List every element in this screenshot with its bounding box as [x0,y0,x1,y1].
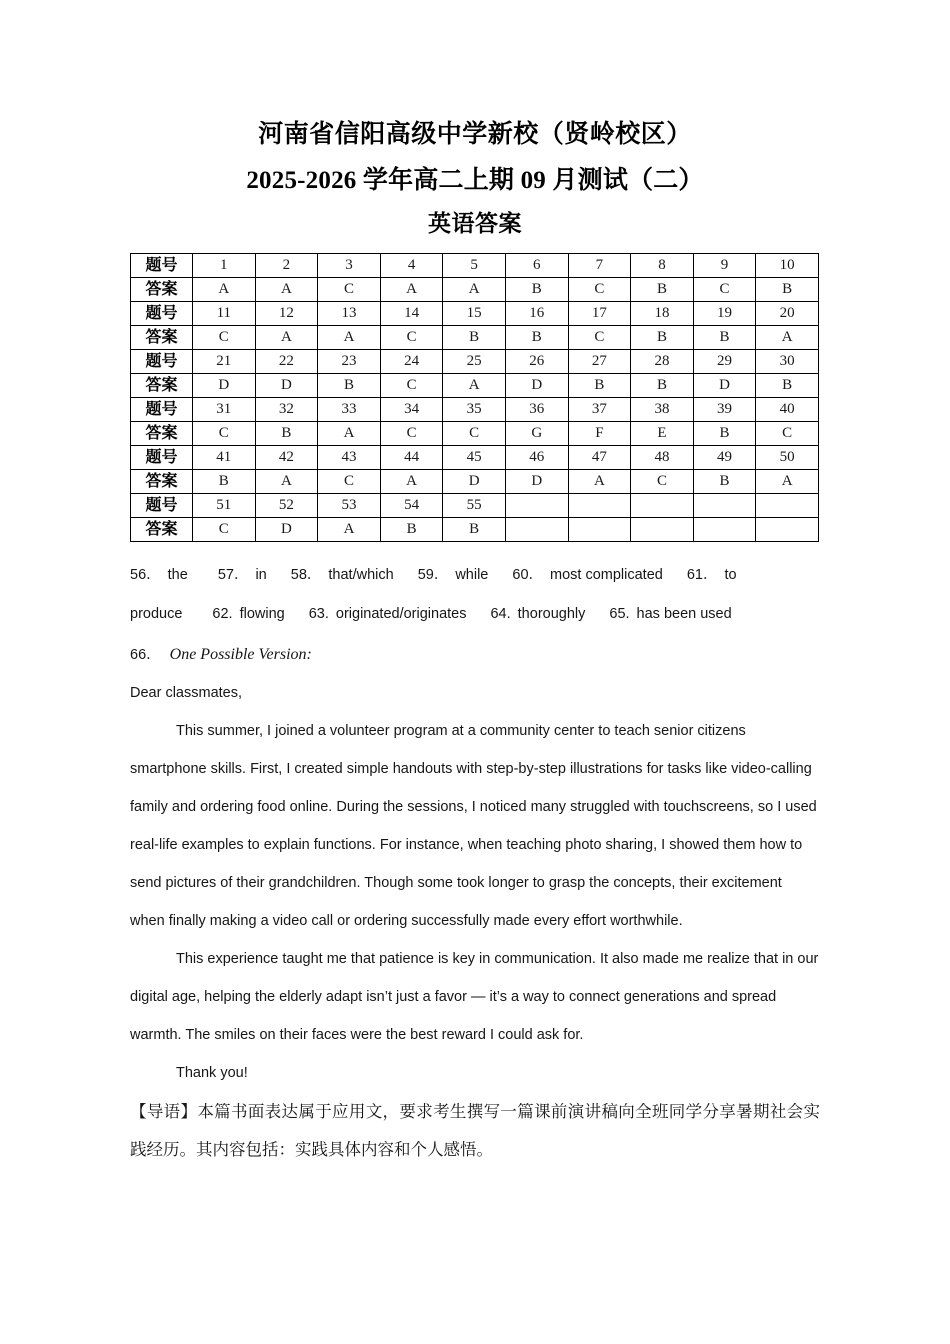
answer-cell: B [693,422,756,446]
question-number-cell-empty [505,494,568,518]
question-number-cell: 37 [568,398,631,422]
blank-59-value: while [455,567,489,583]
blank-63-number: 63. [308,606,329,622]
answer-cell: E [631,422,694,446]
row-label-question: 题号 [131,494,193,518]
blank-61-value: to [724,567,737,583]
table-row [131,350,819,374]
question-number-cell: 19 [693,302,756,326]
blank-56-value: the [167,567,188,583]
question-number-cell: 43 [318,446,381,470]
answer-cell: B [380,518,443,542]
blank-57-number: 57． [217,567,249,583]
guidance-note: 【导语】本篇书面表达属于应用文，要求考生撰写一篇课前演讲稿向全班同学分享暑期社会实践经历。其内容包括：实践具体内容和个人感悟。 [130,1102,820,1159]
answer-cell: A [443,278,506,302]
question-number-cell: 28 [631,350,694,374]
answer-cell: B [505,278,568,302]
answer-cell: A [318,422,381,446]
answer-key-table [130,253,819,542]
question-number-cell: 35 [443,398,506,422]
table-row [131,278,819,302]
answer-cell: B [631,278,694,302]
answer-cell-empty [756,518,819,542]
question-number-cell: 4 [380,254,443,278]
question-number-cell: 2 [255,254,318,278]
question-number-cell: 46 [505,446,568,470]
answer-cell: C [380,326,443,350]
question-number-cell: 21 [193,350,256,374]
answer-cell: B [318,374,381,398]
answer-cell: C [568,278,631,302]
table-row [131,254,819,278]
answer-cell: A [193,278,256,302]
question-number-cell: 27 [568,350,631,374]
title-block [130,0,820,244]
question-number-cell: 29 [693,350,756,374]
blank-61-continuation: produce [130,606,183,622]
blank-59-number: 59． [417,567,449,583]
answer-cell: A [756,470,819,494]
answer-cell: D [255,518,318,542]
answer-cell: B [443,326,506,350]
answer-cell-empty [568,518,631,542]
table-row [131,398,819,422]
question-number-cell: 44 [380,446,443,470]
question-number-cell: 52 [255,494,318,518]
row-label-answer: 答案 [131,518,193,542]
question-number-cell: 14 [380,302,443,326]
question-number-cell: 15 [443,302,506,326]
blank-58-number: 58． [290,567,322,583]
row-label-question: 题号 [131,398,193,422]
table-row [131,302,819,326]
answer-cell: A [318,518,381,542]
answer-cell: B [693,470,756,494]
writing-item-header [130,636,820,674]
essay-salutation: Dear classmates, [130,685,243,701]
question-number-cell: 18 [631,302,694,326]
answer-cell: B [443,518,506,542]
blank-line-2 [130,595,820,634]
answer-cell: A [568,470,631,494]
answer-cell: C [380,422,443,446]
subject-title: 英语答案 [428,211,522,236]
answer-cell: B [631,374,694,398]
blank-line-1 [130,556,820,595]
row-label-answer: 答案 [131,326,193,350]
question-number-cell: 51 [193,494,256,518]
table-row [131,518,819,542]
answer-table-body [131,254,819,542]
question-number-cell: 48 [631,446,694,470]
question-number-cell: 34 [380,398,443,422]
exam-title: 2025-2026 学年高二上期 09 月测试（二） [246,167,704,194]
answer-cell: B [631,326,694,350]
question-number-cell: 12 [255,302,318,326]
answer-cell: D [693,374,756,398]
essay-paragraph-2: This experience taught me that patience is key in communication. It also made me realize that in our digital age, helping the elderly adapt isn’t just a favor — it’s a way to connect generations and spread warmth. The smiles on their faces were the best reward I could ask for. [130,951,819,1043]
answer-cell-empty [505,518,568,542]
question-number-cell: 53 [318,494,381,518]
answer-cell: B [255,422,318,446]
answer-cell: A [255,326,318,350]
question-number-cell: 38 [631,398,694,422]
answer-cell: C [631,470,694,494]
blank-61-number: 61． [686,567,718,583]
writing-version-label: One Possible Version: [169,646,312,663]
question-number-cell: 41 [193,446,256,470]
row-label-question: 题号 [131,350,193,374]
question-number-cell-empty [631,494,694,518]
question-number-cell: 22 [255,350,318,374]
question-number-cell: 50 [756,446,819,470]
question-number-cell: 1 [193,254,256,278]
question-number-cell: 39 [693,398,756,422]
question-number-cell: 31 [193,398,256,422]
question-number-cell: 20 [756,302,819,326]
blank-64-value: thoroughly [517,606,586,622]
table-row [131,470,819,494]
answer-cell: B [505,326,568,350]
answer-cell: C [380,374,443,398]
answer-cell: B [193,470,256,494]
answer-cell: C [318,470,381,494]
row-label-question: 题号 [131,254,193,278]
question-number-cell: 42 [255,446,318,470]
question-number-cell: 11 [193,302,256,326]
row-label-question: 题号 [131,446,193,470]
question-number-cell: 9 [693,254,756,278]
blank-56-number: 56． [130,567,161,583]
table-row [131,446,819,470]
blank-58-value: that/which [328,567,394,583]
answer-cell: D [443,470,506,494]
question-number-cell: 36 [505,398,568,422]
school-title: 河南省信阳高级中学新校（贤岭校区） [258,121,692,148]
answer-cell: C [693,278,756,302]
blank-60-value: most complicated [550,567,663,583]
answer-cell: C [193,518,256,542]
essay-body [130,674,820,1092]
question-number-cell: 32 [255,398,318,422]
question-number-cell: 40 [756,398,819,422]
table-row [131,374,819,398]
question-number-cell: 16 [505,302,568,326]
answer-cell: C [568,326,631,350]
answer-cell-empty [693,518,756,542]
answer-cell-empty [631,518,694,542]
question-number-cell: 7 [568,254,631,278]
answer-cell: C [193,422,256,446]
answer-cell: B [756,374,819,398]
answer-cell: A [443,374,506,398]
answer-cell: D [193,374,256,398]
question-number-cell: 8 [631,254,694,278]
question-number-cell: 45 [443,446,506,470]
blank-63-value: originated/originates [335,606,467,622]
answer-cell: B [568,374,631,398]
row-label-question: 题号 [131,302,193,326]
blank-62-value: flowing [239,606,285,622]
answer-cell: C [318,278,381,302]
row-label-answer: 答案 [131,374,193,398]
blank-62-number: 62. [212,606,233,622]
blank-60-number: 60． [512,567,544,583]
answer-cell: G [505,422,568,446]
question-number-cell: 25 [443,350,506,374]
answer-cell: A [255,278,318,302]
answer-cell: B [693,326,756,350]
essay-closing: Thank you! [176,1065,248,1081]
question-number-cell-empty [756,494,819,518]
question-number-cell: 10 [756,254,819,278]
question-number-cell: 55 [443,494,506,518]
answer-cell: D [255,374,318,398]
question-number-cell: 47 [568,446,631,470]
question-number-cell: 3 [318,254,381,278]
answer-cell: C [443,422,506,446]
table-row [131,326,819,350]
answer-cell: A [255,470,318,494]
row-label-answer: 答案 [131,422,193,446]
row-label-answer: 答案 [131,470,193,494]
answer-cell: B [756,278,819,302]
blank-65-value: has been used [636,606,732,622]
question-number-cell: 23 [318,350,381,374]
question-number-cell: 33 [318,398,381,422]
answer-cell: C [756,422,819,446]
question-number-cell: 24 [380,350,443,374]
question-number-cell-empty [568,494,631,518]
answer-cell: A [756,326,819,350]
table-row [131,494,819,518]
answer-cell: D [505,374,568,398]
answer-cell: A [318,326,381,350]
question-number-cell: 49 [693,446,756,470]
essay-paragraph-1: This summer, I joined a volunteer program at a community center to teach senior citizens smartphone skills. First, I created simple handouts with step-by-step illustrations for tasks like video-calling family and ordering food online. During the sessions, I noticed many struggled with touchscreens, so I used real-life examples to explain functions. For instance, when teaching photo sharing, I showed them how to send pictures of their grandchildren. Though some took longer to grasp the concepts, their excitement when finally making a video call or ordering successfully made every effort worthwhile. [130,723,817,929]
question-number-cell: 26 [505,350,568,374]
question-number-cell: 30 [756,350,819,374]
fill-in-blank-answers [130,556,820,634]
answer-cell: C [193,326,256,350]
row-label-answer: 答案 [131,278,193,302]
answer-cell: A [380,278,443,302]
answer-cell: F [568,422,631,446]
question-number-cell: 5 [443,254,506,278]
answer-cell: D [505,470,568,494]
question-number-cell: 17 [568,302,631,326]
blank-57-value: in [255,567,267,583]
writing-item-number: 66． [130,647,161,663]
table-row [131,422,819,446]
question-number-cell-empty [693,494,756,518]
blank-65-number: 65. [609,606,630,622]
question-number-cell: 6 [505,254,568,278]
answer-cell: A [380,470,443,494]
blank-64-number: 64. [490,606,511,622]
question-number-cell: 13 [318,302,381,326]
question-number-cell: 54 [380,494,443,518]
